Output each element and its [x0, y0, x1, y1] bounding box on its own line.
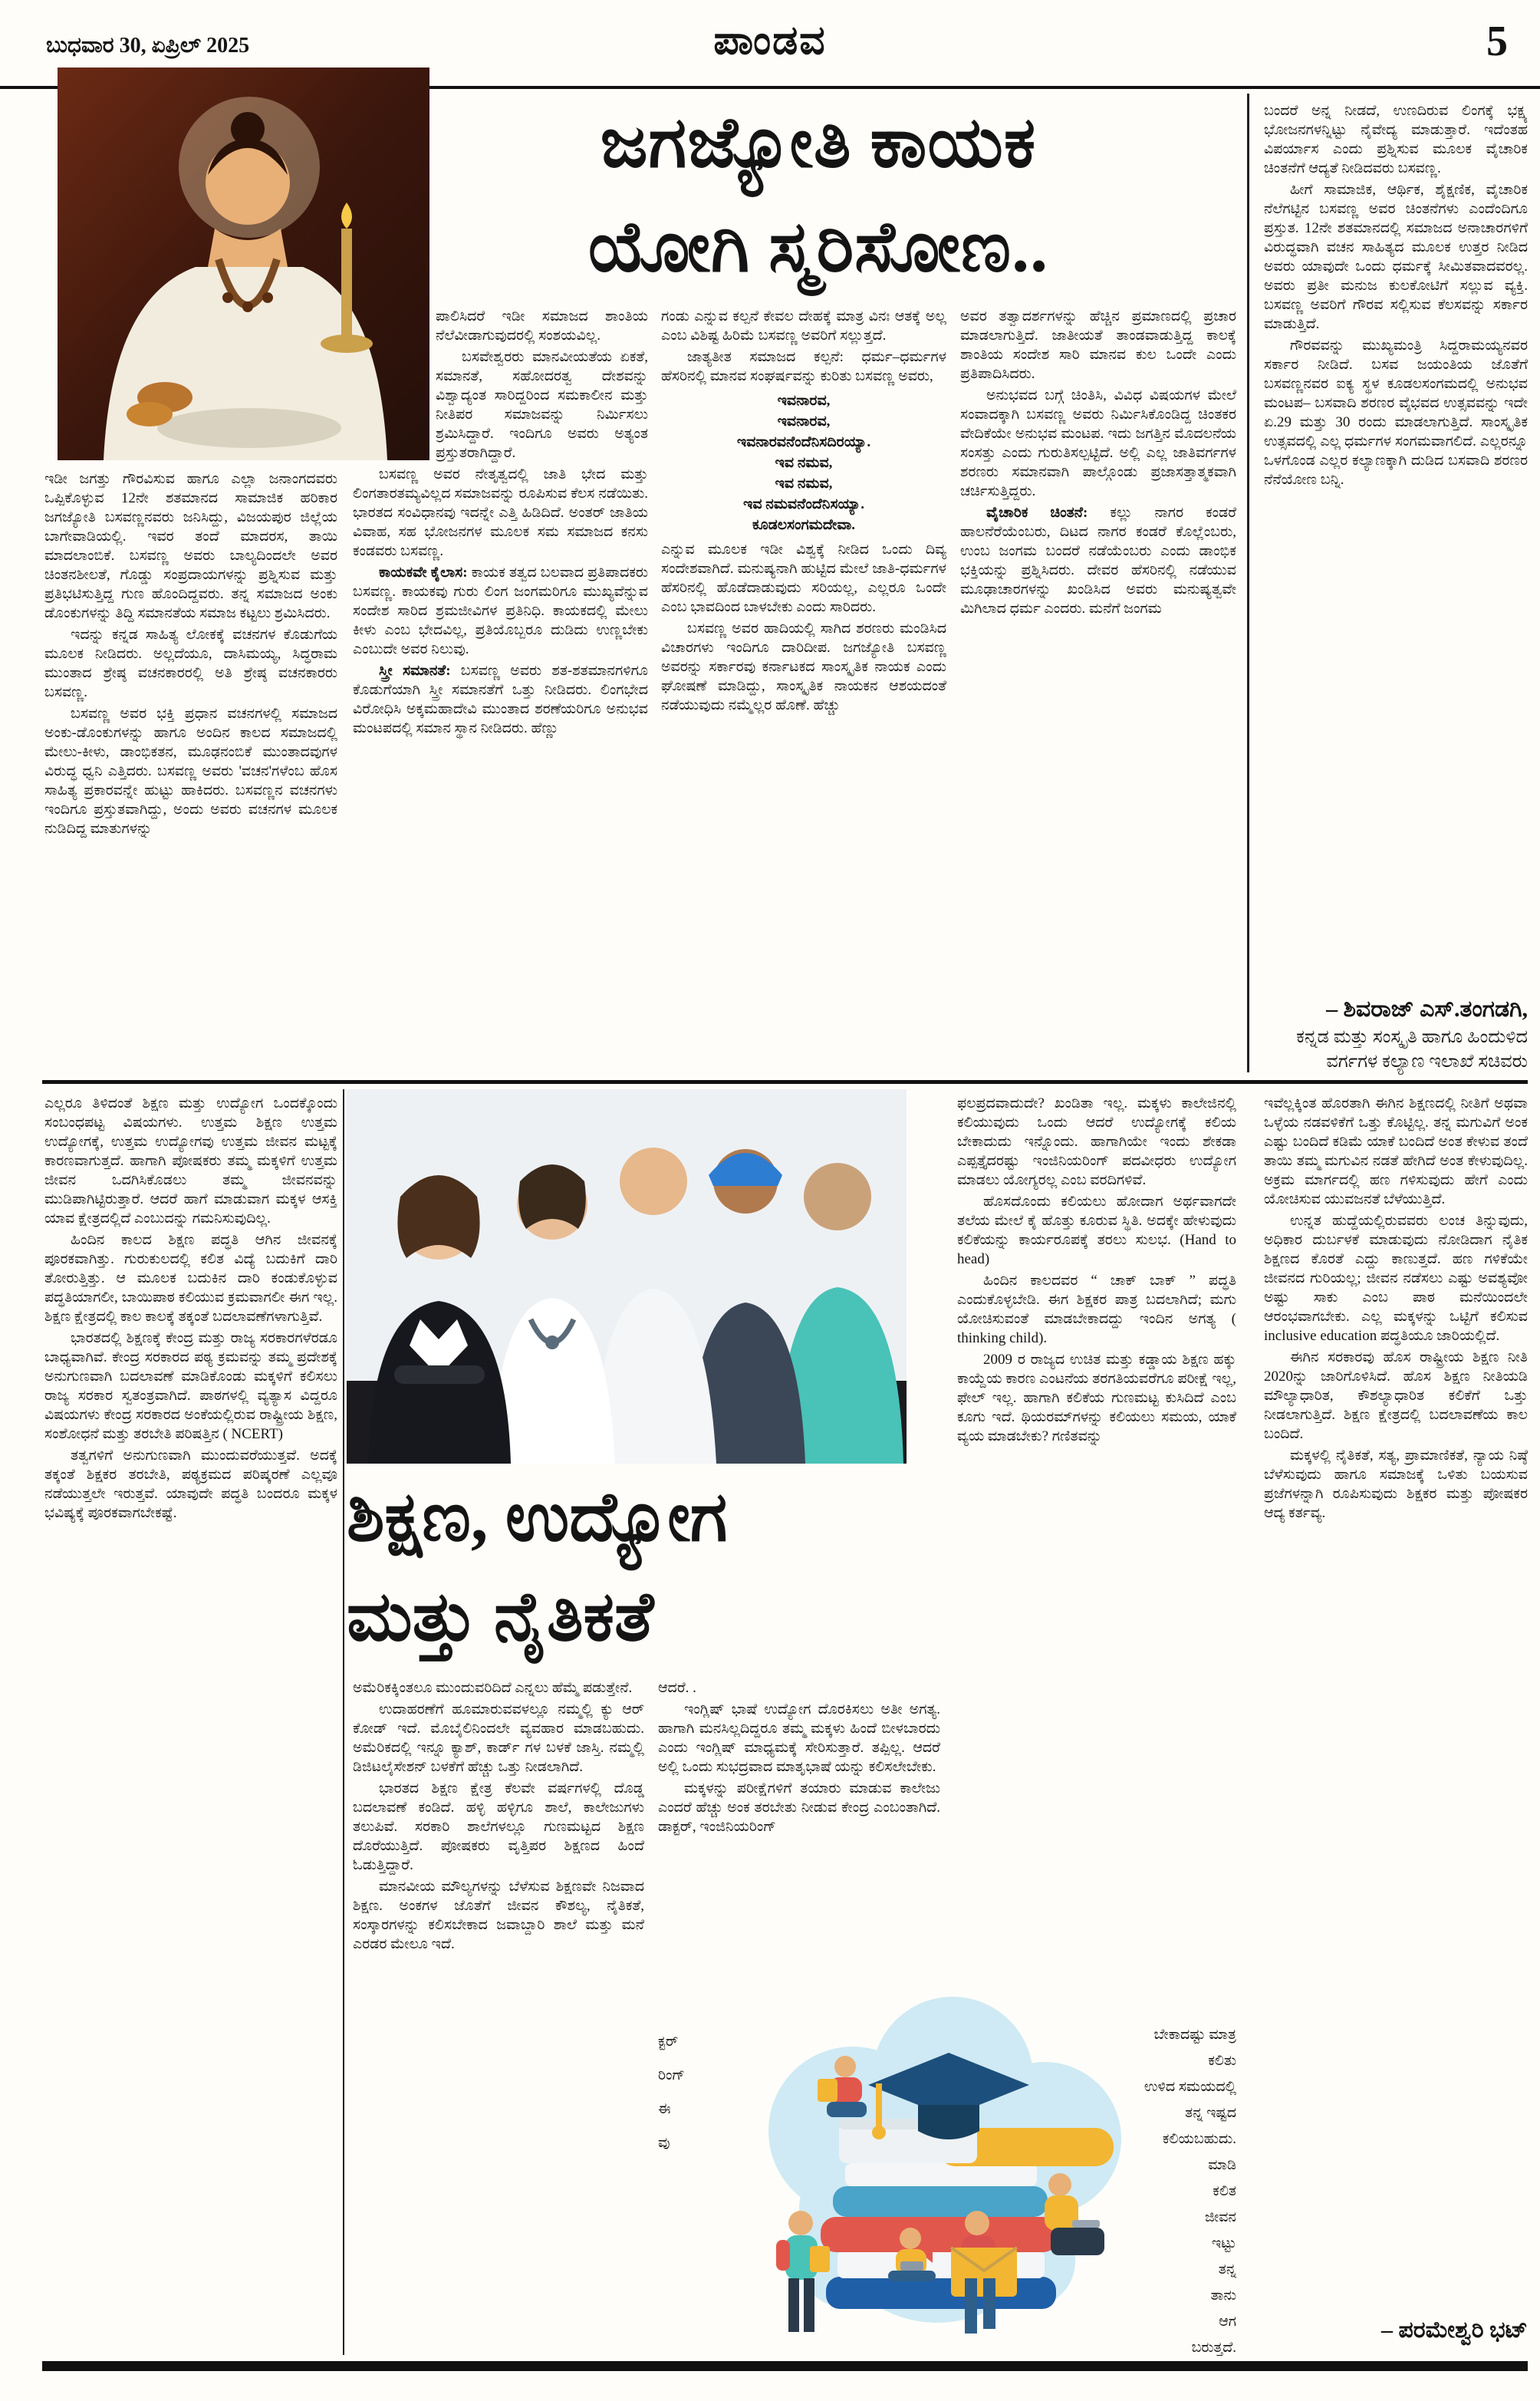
- wrap-line: ಜೀವನ: [1204, 2209, 1236, 2225]
- wrap-line: ತನ್ನ: [1218, 2261, 1236, 2277]
- verse-line: ಕೂಡಲಸಂಗಮದೇವಾ.: [752, 517, 856, 533]
- wrap-line: ಕ್ಟರ್: [658, 2034, 679, 2050]
- wrap-line: ಈ: [658, 2101, 671, 2117]
- article1-column1: [44, 469, 337, 1072]
- article2-column4-wrap-fragments: [1126, 2022, 1236, 2356]
- column-divider: [1247, 94, 1249, 1072]
- paragraph: ಮಕ್ಕಳಲ್ಲಿ ನೈತಿಕತೆ, ಸತ್ಯ, ಪ್ರಾಮಾಣಿಕತೆ, ನ್ಯಾಯ ನಿಷ್ಠೆ ಬೆಳೆಸುವುದು ಹಾಗೂ ಸಮಾಜಕ್ಕೆ ಒಳಿತು ಬಯಸುವ ಪ್ರಜೆಗಳನ್ನಾಗಿ ರೂಪಿಸುವುದು ಶಿಕ್ಷಕರ ಮತ್ತು ಪೋಷಕರ ಆದ್ಯ ಕರ್ತವ್ಯ.: [1264, 1448, 1528, 1521]
- wrap-line: ವು: [658, 2135, 670, 2151]
- education-illustration: [753, 1993, 1125, 2352]
- verse-line: ಇವ ನಮವ,: [775, 476, 833, 492]
- wrap-line: ಕಲಿತ: [1213, 2183, 1236, 2199]
- paragraph: ಬಸವೇಶ್ವರರು ಮಾನವೀಯತೆಯ ಏಕತೆ, ಸಮಾನತೆ, ಸಹೋದರತ್ವ ದೇಶವನ್ನು ವಿಶ್ವಾದ್ಯಂತ ಸಾರಿದ್ದರಿಂದ ಸಮಕಾಲೀನ ಮತ್ತು ನೀತಿಪರ ಸಮಾಜವನ್ನು ನಿರ್ಮಿಸಲು ಶ್ರಮಿಸಿದ್ದಾರೆ. ಇಂದಿಗೂ ಅವರು ಅತ್ಯಂತ ಪ್ರಸ್ತುತರಾಗಿದ್ದಾರೆ.: [436, 349, 648, 461]
- paragraph: ಆದರೆ. .: [658, 1680, 696, 1696]
- article2-byline: [1246, 2315, 1528, 2346]
- runin-heading: ಕಾಯಕವೇ ಕೈಲಾಸ:: [379, 565, 468, 581]
- paragraph-text: ಕಾಯಕ ತತ್ವದ ಬಲವಾದ ಪ್ರತಿಪಾದಕರು ಬಸವಣ್ಣ. ಕಾಯಕವು ಗುರು ಲಿಂಗ ಜಂಗಮರಿಗೂ ಮುಖ್ಯವೆನ್ನುವ ಸಂದೇಶ ಸಾರಿದ ಶ್ರಮಜೀವಿಗಳ ಪ್ರತಿನಿಧಿ. ಕಾಯಕದಲ್ಲಿ ಮೇಲು ಕೀಳು ಎಂಬ ಭೇದವಿಲ್ಲ, ಪ್ರತಿಯೊಬ್ಬರೂ ದುಡಿದು ಉಣ್ಣಬೇಕು ಎಂಬುದೇ ಅವರ ನಿಲುವು.: [353, 565, 649, 657]
- column-divider: [343, 1089, 344, 2355]
- article1-byline: [1246, 994, 1528, 1074]
- article1-column4: [960, 307, 1236, 1072]
- paragraph: ಭಾರತದಲ್ಲಿ ಶಿಕ್ಷಣಕ್ಕೆ ಕೇಂದ್ರ ಮತ್ತು ರಾಜ್ಯ ಸರಕಾರಗಳೆರಡೂ ಬಾಧ್ಯವಾಗಿವೆ. ಕೇಂದ್ರ ಸರಕಾರದ ಪಠ್ಯ ಕ್ರಮವನ್ನು ತಮ್ಮ ಪ್ರದೇಶಕ್ಕೆ ಅನುಗುಣವಾಗಿ ಬದಲಾವಣೆ ಮಾಡಿಕೊಂಡು ಮಕ್ಕಳಿಗೆ ಕಲಿಸಲು ರಾಜ್ಯ ಸರಕಾರ ಸ್ವತಂತ್ರವಾಗಿದೆ. ಪಾಠಗಳಲ್ಲಿ ವ್ಯತ್ಯಾಸ ವಿದ್ದರೂ ವಿಷಯಗಳು ಕೇಂದ್ರ ಸರಕಾರದ ಅಂಕೆಯಲ್ಲಿರುವ ರಾಷ್ಟ್ರೀಯ ಶಿಕ್ಷಣ, ಸಂಶೋಧನೆ ಮತ್ತು ತರಬೇತಿ ಪರಿಷತ್ತಿನ ( NCERT): [44, 1330, 337, 1442]
- paragraph: ಬಸವಣ್ಣ ಅವರ ಹಾದಿಯಲ್ಲಿ ಸಾಗಿದ ಶರಣರು ಮಂಡಿಸಿದ ವಿಚಾರಗಳು ಇಂದಿಗೂ ದಾರಿದೀಪ. ಜಗಜ್ಯೋತಿ ಬಸವಣ್ಣ ಅವರನ್ನು ಸರ್ಕಾರವು ಕರ್ನಾಟಕದ ಸಾಂಸ್ಕೃತಿಕ ನಾಯಕ ಎಂದು ಘೋಷಣೆ ಮಾಡಿದ್ದು, ಸಾಂಸ್ಕೃತಿಕ ನಾಯಕನ ಆಶಯದಂತೆ ನಡೆಯುವುದು ನಮ್ಮೆಲ್ಲರ ಹೊಣೆ. ಹೆಚ್ಚು: [661, 621, 946, 713]
- article2-column1: [44, 1094, 337, 2357]
- paragraph: ಹೊಸದೊಂದು ಕಲಿಯಲು ಹೋದಾಗ ಅರ್ಥವಾಗದೇ ತಲೆಯ ಮೇಲೆ ಕೈ ಹೊತ್ತು ಕೂರುವ ಸ್ಥಿತಿ. ಅದಕ್ಕೇ ಹೇಳುವುದು ಕಲಿಕೆಯನ್ನು ಕಾರ್ಯರೂಪಕ್ಕೆ ತರಲು ಸುಲಭ. (Hand to head): [957, 1194, 1236, 1267]
- runin-heading: ವೈಚಾರಿಕ ಚಿಂತನೆ:: [986, 505, 1088, 521]
- paragraph: ಈಗಿನ ಸರಕಾರವು ಹೊಸ ರಾಷ್ಟ್ರೀಯ ಶಿಕ್ಷಣ ನೀತಿ 2020ನ್ನು ಜಾರಿಗೊಳಿಸಿದೆ. ಹೊಸ ಶಿಕ್ಷಣ ನೀತಿಯಡಿ ಮೌಲ್ಯಾಧಾರಿತ, ಕೌಶಲ್ಯಾಧಾರಿತ ಕಲಿಕೆಗೆ ಒತ್ತು ನೀಡಲಾಗುತ್ತಿದೆ. ಶಿಕ್ಷಣ ಕ್ಷೇತ್ರದಲ್ಲಿ ಬದಲಾವಣೆಯ ಕಾಲ ಬಂದಿದೆ.: [1264, 1349, 1528, 1442]
- article1-headline: [439, 91, 1198, 302]
- article2-headline-line2: ಮತ್ತು ನೈತಿಕತೆ: [347, 1579, 654, 1655]
- page-number: 5: [1486, 18, 1508, 65]
- professionals-photo: [347, 1089, 907, 1464]
- section-divider: [42, 1080, 1528, 1084]
- byline-author: – ಪರಮೇಶ್ವರಿ ಭಟ್: [1381, 2317, 1528, 2343]
- paragraph: ಗೌರವವನ್ನು ಮುಖ್ಯಮಂತ್ರಿ ಸಿದ್ದರಾಮಯ್ಯನವರ ಸರ್ಕಾರ ನೀಡಿದೆ. ಬಸವ ಜಯಂತಿಯ ಜೊತೆಗೆ ಬಸವಣ್ಣನವರ ಐಕ್ಯ ಸ್ಥಳ ಕೂಡಲಸಂಗಮದಲ್ಲಿ ಅನುಭವ ಮಂಟಪ– ಬಸವಾದಿ ಶರಣರ ವೈಭವದ ಉತ್ಸವವನ್ನು ಇದೇ ಏ.29 ಮತ್ತು 30 ರಂದು ಮಾಡಲಾಗುತ್ತಿದೆ. ಸಾಂಸ್ಕೃತಿಕ ಉತ್ಸವದಲ್ಲಿ ಎಲ್ಲ ಧರ್ಮಗಳ ಸಂಗಮವಾಗಲಿದೆ. ಎಲ್ಲರನ್ನೂ ಒಳಗೊಂಡ ಎಲ್ಲರ ಕಲ್ಯಾಣಕ್ಕಾಗಿ ದುಡಿದ ಬಸವಾದಿ ಶರಣರ ನೆನೆಯೋಣ ಬನ್ನಿ.: [1264, 338, 1528, 488]
- paragraph: ಎನ್ನುವ ಮೂಲಕ ಇಡೀ ವಿಶ್ವಕ್ಕೆ ನೀಡಿದ ಒಂದು ದಿವ್ಯ ಸಂದೇಶವಾಗಿದೆ. ಮನುಷ್ಯನಾಗಿ ಹುಟ್ಟಿದ ಮೇಲೆ ಜಾತಿ-ಧರ್ಮಗಳ ಹೆಸರಿನಲ್ಲಿ ಹೊಡೆದಾಡುವುದು ಸರಿಯಲ್ಲ, ಎಲ್ಲರೂ ಒಂದೇ ಎಂಬ ಭಾವದಿಂದ ಬಾಳಬೇಕು ಎಂದು ಸಾರಿದರು.: [661, 542, 946, 615]
- byline-author: – ಶಿವರಾಜ್ ಎಸ್.ತಂಗಡಗಿ,: [1326, 996, 1528, 1022]
- paragraph: [353, 563, 648, 659]
- paragraph: ಬಸವಣ್ಣ ಅವರ ನೇತೃತ್ವದಲ್ಲಿ ಜಾತಿ ಭೇದ ಮತ್ತು ಲಿಂಗತಾರತಮ್ಯವಿಲ್ಲದ ಸಮಾಜವನ್ನು ರೂಪಿಸುವ ಕೆಲಸ ನಡೆಯಿತು. ಭಾರತದ ಸಂವಿಧಾನವು ಇದನ್ನೇ ಎತ್ತಿ ಹಿಡಿದಿದೆ. ಅಂತರ್ ಜಾತಿಯ ವಿವಾಹ, ಸಹ ಭೋಜನಗಳ ಮೂಲಕ ಸಮ ಸಮಾಜದ ಕನಸು ಕಂಡವರು ಬಸವಣ್ಣ.: [353, 466, 648, 559]
- wrap-line: ತನ್ನ ಇಷ್ಟದ: [1185, 2105, 1236, 2121]
- verse-line: ಇವನಾರವನೆಂದೆನಿಸದಿರಯ್ಯಾ.: [736, 434, 871, 450]
- article1-headline-line1: ಜಗಜ್ಯೋತಿ ಕಾಯಕ: [600, 104, 1037, 182]
- article2-headline-line1: ಶಿಕ್ಷಣ, ಉದ್ಯೋಗ: [347, 1480, 728, 1556]
- article1-column2: [353, 307, 648, 1072]
- paragraph: ತತ್ವಗಳಿಗೆ ಅನುಗುಣವಾಗಿ ಮುಂದುವರೆಯುತ್ತವೆ. ಅದಕ್ಕೆ ತಕ್ಕಂತೆ ಶಿಕ್ಷಕರ ತರಬೇತಿ, ಪಠ್ಯಕ್ರಮದ ಪರಿಷ್ಕರಣೆ ಎಲ್ಲವೂ ನಡೆಯುತ್ತಲೇ ಇರುತ್ತವೆ. ಯಾವುದೇ ಪದ್ಧತಿ ಬಂದರೂ ಮಕ್ಕಳ ಭವಿಷ್ಯಕ್ಕೆ ಪೂರಕವಾಗಬೇಕಷ್ಟೆ.: [44, 1448, 337, 1521]
- paragraph: ಜಾತ್ಯತೀತ ಸಮಾಜದ ಕಲ್ಪನೆ: ಧರ್ಮ–ಧರ್ಮಗಳ ಹೆಸರಿನಲ್ಲಿ ಮಾನವ ಸಂಘರ್ಷವನ್ನು ಕುರಿತು ಬಸವಣ್ಣ ಅವರು,: [661, 349, 946, 384]
- article2-column3-wrap-fragments: [658, 2025, 750, 2347]
- wrap-line: ಉಳಿದ ಸಮಯದಲ್ಲಿ: [1143, 2079, 1236, 2095]
- wrap-line: ಬೇಕಾದಷ್ಟು ಮಾತ್ರ ಕಲಿತು: [1153, 2027, 1236, 2069]
- edition-date: ಬುಧವಾರ 30, ಏಪ್ರಿಲ್ 2025: [46, 34, 250, 58]
- paragraph: ಇಂಗ್ಲಿಷ್ ಭಾಷೆ ಉದ್ಯೋಗ ದೊರಕಿಸಲು ಅತೀ ಅಗತ್ಯ. ಹಾಗಾಗಿ ಮನಸಿಲ್ಲದಿದ್ದರೂ ತಮ್ಮ ಮಕ್ಕಳು ಹಿಂದೆ ಬೀಳಬಾರದು ಎಂದು ಇಂಗ್ಲಿಷ್ ಮಾಧ್ಯಮಕ್ಕೆ ಸೇರಿಸುತ್ತಾರೆ. ತಪ್ಪಿಲ್ಲ. ಆದರೆ ಅಲ್ಲಿ ಒಂದು ಸುಭದ್ರವಾದ ಮಾತೃಭಾಷೆ ಯನ್ನು ಕಲಿಸಲೇಬೇಕು.: [658, 1701, 940, 1775]
- wrap-line: ಮಾಡಿ: [1208, 2157, 1236, 2173]
- article2-column4: [957, 1094, 1236, 2011]
- paragraph: ಎಲ್ಲರೂ ತಿಳಿದಂತೆ ಶಿಕ್ಷಣ ಮತ್ತು ಉದ್ಯೋಗ ಒಂದಕ್ಕೊಂದು ಸಂಬಂಧಪಟ್ಟ ವಿಷಯಗಳು. ಉತ್ತಮ ಶಿಕ್ಷಣ ಉತ್ತಮ ಉದ್ಯೋಗಕ್ಕೆ, ಉತ್ತಮ ಉದ್ಯೋಗವು ಉತ್ತಮ ಜೀವನ ಮಟ್ಟಕ್ಕೆ ಕಾರಣವಾಗುತ್ತದೆ. ಹಾಗಾಗಿ ಪೋಷಕರು ತಮ್ಮ ಮಕ್ಕಳಿಗೆ ಉತ್ತಮ ಜೀವನ ಒದಗಿಸಿಕೊಡಲು ತಮ್ಮ ಜೀವನವನ್ನು ಮುಡಿಪಾಗಿಟ್ಟಿರುತ್ತಾರೆ. ಆದರೆ ಹಾಗೆ ಮಾಡುವಾಗ ಮಕ್ಕಳ ಆಸಕ್ತಿ ಯಾವ ಕ್ಷೇತ್ರದಲ್ಲಿದೆ ಎಂಬುದನ್ನು ಗಮನಿಸುವುದಿಲ್ಲ.: [44, 1095, 337, 1227]
- wrap-line: ಆಗ: [1219, 2314, 1236, 2330]
- article1-headline-line2: ಯೋಗಿ ಸ್ಮರಿಸೋಣ..: [587, 208, 1049, 286]
- paragraph: 2009 ರ ರಾಜ್ಯದ ಉಚಿತ ಮತ್ತು ಕಡ್ಡಾಯ ಶಿಕ್ಷಣ ಹಕ್ಕು ಕಾಯ್ದೆಯ ಕಾರಣ ಎಂಟನೆಯ ತರಗತಿಯವರೆಗೂ ಪರೀಕ್ಷೆ ಇಲ್ಲ, ಫೇಲ್ ಇಲ್ಲ. ಹಾಗಾಗಿ ಕಲಿಕೆಯ ಗುಣಮಟ್ಟ ಕುಸಿದಿದೆ ಎಂಬ ಕೂಗು ಇದೆ. ಥಿಯರಮ್‌ಗಳನ್ನು ಕಲಿಯಲು ಸಮಯ, ಯಾಕೆ ವ್ಯಯ ಮಾಡಬೇಕು? ಗಣಿತವನ್ನು: [957, 1352, 1236, 1444]
- paragraph: ಭಾರತದ ಶಿಕ್ಷಣ ಕ್ಷೇತ್ರ ಕೆಲವೇ ವರ್ಷಗಳಲ್ಲಿ ದೊಡ್ಡ ಬದಲಾವಣೆ ಕಂಡಿದೆ. ಹಳ್ಳಿ ಹಳ್ಳಿಗೂ ಶಾಲೆ, ಕಾಲೇಜುಗಳು ತಲುಪಿವೆ. ಸರಕಾರಿ ಶಾಲೆಗಳಲ್ಲೂ ಗುಣಮಟ್ಟದ ಶಿಕ್ಷಣ ದೊರೆಯುತ್ತಿದೆ. ಪೋಷಕರು ವೃತ್ತಿಪರ ಶಿಕ್ಷಣದ ಹಿಂದೆ ಓಡುತ್ತಿದ್ದಾರೆ.: [353, 1780, 644, 1873]
- paragraph: ಮಾನವೀಯ ಮೌಲ್ಯಗಳನ್ನು ಬೆಳೆಸುವ ಶಿಕ್ಷಣವೇ ನಿಜವಾದ ಶಿಕ್ಷಣ. ಅಂಕಗಳ ಜೊತೆಗೆ ಜೀವನ ಕೌಶಲ್ಯ, ನೈತಿಕತೆ, ಸಂಸ್ಕಾರಗಳನ್ನು ಕಲಿಸಬೇಕಾದ ಜವಾಬ್ದಾರಿ ಶಾಲೆ ಮತ್ತು ಮನೆ ಎರಡರ ಮೇಲೂ ಇದೆ.: [353, 1879, 644, 1952]
- wrap-line: ರಿಂಗ್: [658, 2067, 685, 2083]
- article2-column3: [658, 1678, 940, 2010]
- article2-column2: [353, 1678, 644, 2355]
- verse-line: ಇವ ನಮವ,: [775, 455, 833, 471]
- paragraph: ಬಸವಣ್ಣ ಅವರ ಭಕ್ತಿ ಪ್ರಧಾನ ವಚನಗಳಲ್ಲಿ ಸಮಾಜದ ಅಂಕು-ಡೊಂಕುಗಳನ್ನು ಹಾಗೂ ಅಂದಿನ ಕಾಲದ ಸಮಾಜದಲ್ಲಿ ಮೇಲು-ಕೀಳು, ಡಾಂಭಿಕತನ, ಮೂಢನಂಬಿಕೆ ಮುಂತಾದವುಗಳ ವಿರುದ್ಧ ಧ್ವನಿ ಎತ್ತಿದರು. ಬಸವಣ್ಣ ಅವರು 'ವಚನ'ಗಳೆಂಬ ಹೊಸ ಸಾಹಿತ್ಯ ಪ್ರಕಾರವನ್ನೇ ಹುಟ್ಟು ಹಾಕಿದರು. ಬಸವಣ್ಣನ ವಚನಗಳು ಇಂದಿಗೂ ಪ್ರಸ್ತುತವಾಗಿದ್ದು, ಅಂದು ಅವರು ವಚನಗಳ ಮೂಲಕ ನುಡಿದಿದ್ದ ಮಾತುಗಳನ್ನು: [44, 706, 337, 837]
- paragraph: ಮಕ್ಕಳನ್ನು ಪರೀಕ್ಷೆಗಳಿಗೆ ತಯಾರು ಮಾಡುವ ಕಾಲೇಜು ಎಂದರೆ ಹೆಚ್ಚು ಅಂಕ ತರಬೇತು ನೀಡುವ ಕೇಂದ್ರ ಎಂಬಂತಾಗಿದೆ. ಡಾಕ್ಟರ್, ಇಂಜಿನಿಯರಿಂಗ್: [658, 1780, 940, 1835]
- byline-role: ಕನ್ನಡ ಮತ್ತು ಸಂಸ್ಕೃತಿ ಹಾಗೂ ಹಿಂದುಳಿದ: [1296, 1027, 1528, 1047]
- byline-role: ವರ್ಗಗಳ ಕಲ್ಯಾಣ ಇಲಾಖೆ ಸಚಿವರು: [1326, 1052, 1528, 1072]
- paragraph: ಅಮೆರಿಕಕ್ಕಿಂತಲೂ ಮುಂದುವರಿದಿದೆ ಎನ್ನಲು ಹೆಮ್ಮೆ ಪಡುತ್ತೇನೆ.: [353, 1680, 633, 1696]
- vachana-verse: [661, 390, 946, 535]
- paragraph: ಇವೆಲ್ಲಕ್ಕಿಂತ ಹೊರತಾಗಿ ಈಗಿನ ಶಿಕ್ಷಣದಲ್ಲಿ ನೀತಿಗೆ ಅಥವಾ ಒಳ್ಳೆಯ ನಡವಳಿಕೆಗೆ ಒತ್ತು ಕೊಟ್ಟಿಲ್ಲ. ತನ್ನ ಮಗುವಿಗೆ ಅಂಕ ಎಷ್ಟು ಬಂದಿದೆ ಕಡಿಮೆ ಯಾಕೆ ಬಂದಿದೆ ಅಂತ ಕೇಳುವ ತಂದೆ ತಾಯಿ ತಮ್ಮ ಮಗುವಿನ ನಡತೆ ಹೇಗಿದೆ ಅಂತ ಕೇಳುವುದಿಲ್ಲ. ಅಕ್ರಮ ಮಾರ್ಗದಲ್ಲಿ ಹಣ ಗಳಿಸುವುದು ಹೇಗೆ ಎಂದು ಯೋಚಿಸುವ ಯುವಜನತೆ ಬೆಳೆಯುತ್ತಿದೆ.: [1264, 1095, 1528, 1207]
- masthead-title: ಪಾಂಡವ: [713, 19, 827, 63]
- wrap-line: ಕಲಿಯಬಹುದು.: [1162, 2131, 1236, 2147]
- bottom-rule: [42, 2361, 1528, 2371]
- verse-line: ಇವ ನಮವನೆಂದೆನಿಸಯ್ಯಾ.: [743, 496, 864, 512]
- paragraph: ಫಲಪ್ರದವಾದುದೇ? ಖಂಡಿತಾ ಇಲ್ಲ. ಮಕ್ಕಳು ಕಾಲೇಜಿನಲ್ಲಿ ಕಲಿಯುವುದು ಒಂದು ಆದರೆ ಉದ್ಯೋಗಕ್ಕೆ ಕಲಿಯ ಬೇಕಾದುದು ಇನ್ನೊಂದು. ಹಾಗಾಗಿಯೇ ಇಂದು ಶೇಕಡಾ ಎಪ್ಪತ್ತೈದರಷ್ಟು ಇಂಜಿನಿಯರಿಂಗ್ ಪದವೀಧರು ಉದ್ಯೋಗ ಮಾಡಲು ಯೋಗ್ಯರಲ್ಲ ಎಂಬ ವರದಿಗಳಿವೆ.: [957, 1095, 1236, 1188]
- image-runaround-spacer: [353, 307, 436, 464]
- paragraph: ಇದನ್ನು ಕನ್ನಡ ಸಾಹಿತ್ಯ ಲೋಕಕ್ಕೆ ವಚನಗಳ ಕೊಡುಗೆಯ ಮೂಲಕ ನೀಡಿದರು. ಅಲ್ಲದೆಯೂ, ದಾಸಿಮಯ್ಯ, ಸಿದ್ಧರಾಮ ಮುಂತಾದ ಶ್ರೇಷ್ಠ ವಚನಕಾರರಲ್ಲಿ ಅತಿ ಶ್ರೇಷ್ಠ ವಚನಕಾರರು ಬಸವಣ್ಣ.: [44, 627, 337, 700]
- paragraph: [353, 661, 648, 738]
- paragraph: ಗಂಡು ಎನ್ನುವ ಕಲ್ಪನೆ ಕೇವಲ ದೇಹಕ್ಕೆ ಮಾತ್ರ ವಿನಃ ಆತಕ್ಕೆ ಅಲ್ಲ ಎಂಬ ವಿಶಿಷ್ಟ ಹಿರಿಮೆ ಬಸವಣ್ಣ ಅವರಿಗೆ ಸಲ್ಲುತ್ತದೆ.: [661, 308, 946, 344]
- wrap-line: ತಾನು: [1210, 2287, 1236, 2304]
- paragraph: ಬಂದರೆ ಅನ್ನ ನೀಡದೆ, ಉಣದಿರುವ ಲಿಂಗಕ್ಕೆ ಭಕ್ಷ್ಯ ಭೋಜನಗಳನ್ನಿಟ್ಟು ನೈವೇದ್ಯ ಮಾಡುತ್ತಾರೆ. ಇದೆಂತಹ ವಿಪರ್ಯಾಸ ಎಂದು ಪ್ರಶ್ನಿಸುವ ಮೂಲಕ ವೈಚಾರಿಕ ಚಿಂತನೆಗೆ ಆದ್ಯತೆ ನೀಡಿದವರು ಬಸವಣ್ಣ.: [1264, 103, 1528, 176]
- wrap-line: ಬರುತ್ತದೆ.: [1191, 2340, 1236, 2356]
- paragraph: ಇಡೀ ಜಗತ್ತು ಗೌರವಿಸುವ ಹಾಗೂ ಎಲ್ಲಾ ಜನಾಂಗದವರು ಒಪ್ಪಿಕೊಳ್ಳುವ 12ನೇ ಶತಮಾನದ ಸಾಮಾಜಿಕ ಹರಿಕಾರ ಜಗಜ್ಯೋತಿ ಬಸವಣ್ಣನವರು ಜನಿಸಿದ್ದು, ವಿಜಯಪುರ ಜಿಲ್ಲೆಯ ಬಾಗೇವಾಡಿಯಲ್ಲಿ. ಇವರ ತಂದೆ ಮಾದರಸ, ತಾಯಿ ಮಾದಲಾಂಬಿಕೆ. ಬಸವಣ್ಣ ಅವರು ಬಾಲ್ಯದಿಂದಲೇ ಅವರ ಚಿಂತನಶೀಲತೆ, ಗೊಡ್ಡು ಸಂಪ್ರದಾಯಗಳನ್ನು ಪ್ರಶ್ನಿಸುವ ಮತ್ತು ಪ್ರತಿಭಟಿಸುತ್ತಿದ್ದ ಗುಣ ಹೊಂದಿದ್ದವರು. ತನ್ನ ಸಮಾಜದ ಅಂಕು ಡೊಂಕುಗಳನ್ನು ತಿದ್ದಿ ಸಮಾನತೆಯ ಸಮಾಜ ಕಟ್ಟಲು ಶ್ರಮಿಸಿದರು.: [44, 471, 337, 621]
- wrap-line: ಇಟ್ಟು: [1211, 2235, 1236, 2251]
- verse-line: ಇವನಾರವ,: [777, 393, 831, 409]
- paragraph-text: ಕಲ್ಲು ನಾಗರ ಕಂಡರೆ ಹಾಲನೆರೆಯೆಂಬರು, ದಿಟದ ನಾಗರ ಕಂಡರೆ ಕೊಲ್ಲೆಂಬರು, ಉಂಬ ಜಂಗಮ ಬಂದರೆ ನಡೆಯೆಂಬರು ಎಂದು ಡಾಂಭಿಕ ಭಕ್ತಿಯನ್ನು ಪ್ರಶ್ನಿಸಿದರು. ದೇವರ ಹೆಸರಿನಲ್ಲಿ ನಡೆಯುವ ಮೂಢಾಚಾರಗಳನ್ನು ಖಂಡಿಸಿದ ಅವರು ಮನುಷ್ಯತ್ವವೇ ಮಿಗಿಲಾದ ಧರ್ಮ ಎಂದರು. ಮನೆಗೆ ಜಂಗಮ: [960, 505, 1236, 617]
- article1-column3: [661, 307, 946, 1072]
- paragraph: ಅನುಭವದ ಬಗ್ಗೆ ಚಿಂತಿಸಿ, ವಿವಿಧ ವಿಷಯಗಳ ಮೇಲೆ ಸಂವಾದಕ್ಕಾಗಿ ಬಸವಣ್ಣ ಅವರು ನಿರ್ಮಿಸಿಕೊಂಡಿದ್ದ ಚಿಂತಕರ ವೇದಿಕೆಯೇ ಅನುಭವ ಮಂಟಪ. ಇದು ಜಗತ್ತಿನ ಮೊದಲನೆಯ ಸಂಸತ್ತು ಎಂದು ಗುರುತಿಸಲ್ಪಟ್ಟಿದೆ. ಅಲ್ಲಿ ಎಲ್ಲ ಜಾತಿವರ್ಗಗಳ ಶರಣರು ಸಮಾನವಾಗಿ ಪಾಲ್ಗೊಂಡು ಪ್ರಜಾಸತ್ತಾತ್ಮಕವಾಗಿ ಚರ್ಚಿಸುತ್ತಿದ್ದರು.: [960, 387, 1236, 499]
- paragraph: ಉನ್ನತ ಹುದ್ದೆಯಲ್ಲಿರುವವರು ಲಂಚ ತಿನ್ನುವುದು, ಅಧಿಕಾರ ದುರ್ಬಳಕೆ ಮಾಡುವುದು ನೋಡಿದಾಗ ನೈತಿಕ ಶಿಕ್ಷಣದ ಕೊರತೆ ಎದ್ದು ಕಾಣುತ್ತದೆ. ಹಣ ಗಳಿಕೆಯೇ ಜೀವನದ ಗುರಿಯಲ್ಲ; ಜೀವನ ನಡೆಸಲು ಎಷ್ಟು ಅವಶ್ಯವೋ ಅಷ್ಟು ಸಾಕು ಎಂಬ ಪಾಠ ಮನೆಯಿಂದಲೇ ಆರಂಭವಾಗಬೇಕು. ಎಲ್ಲ ಮಕ್ಕಳನ್ನು ಒಟ್ಟಿಗೆ ಕಲಿಸುವ inclusive education ಪದ್ಧತಿಯೂ ಜಾರಿಯಲ್ಲಿದೆ.: [1264, 1213, 1528, 1344]
- paragraph: ಅವರ ತತ್ವಾದರ್ಶಗಳನ್ನು ಹೆಚ್ಚಿನ ಪ್ರಮಾಣದಲ್ಲಿ ಪ್ರಚಾರ ಮಾಡಲಾಗುತ್ತಿದೆ. ಜಾತೀಯತೆ ತಾಂಡವಾಡುತ್ತಿದ್ದ ಕಾಲಕ್ಕೆ ಶಾಂತಿಯ ಸಂದೇಶ ಸಾರಿ ಮಾನವ ಕುಲ ಒಂದೇ ಎಂದು ಪ್ರತಿಪಾದಿಸಿದರು.: [960, 308, 1236, 382]
- paragraph: ಹಿಂದಿನ ಕಾಲದ ಶಿಕ್ಷಣ ಪದ್ಧತಿ ಆಗಿನ ಜೀವನಕ್ಕೆ ಪೂರಕವಾಗಿತ್ತು. ಗುರುಕುಲದಲ್ಲಿ ಕಲಿತ ವಿದ್ಯೆ ಬದುಕಿಗೆ ದಾರಿ ತೋರುತ್ತಿತ್ತು. ಆ ಮೂಲಕ ಬದುಕಿನ ದಾರಿ ಕಂಡುಕೊಳ್ಳುವ ಪದ್ಧತಿಯಾಗಲೀ, ಬಾಯಿಪಾಠ ಕಲಿಯುವ ಕ್ರಮವಾಗಲೀ ಈಗ ಇಲ್ಲ. ಶಿಕ್ಷಣ ಕ್ಷೇತ್ರದಲ್ಲಿ ಕಾಲ ಕಾಲಕ್ಕೆ ತಕ್ಕಂತೆ ಬದಲಾವಣೆಗಳಾಗುತ್ತಿವೆ.: [44, 1232, 337, 1325]
- paragraph: ಪಾಲಿಸಿದರೆ ಇಡೀ ಸಮಾಜದ ಶಾಂತಿಯ ನೆಲೆವೀಡಾಗುವುದರಲ್ಲಿ ಸಂಶಯವಿಲ್ಲ.: [436, 308, 648, 344]
- article1-column5: [1264, 101, 1528, 991]
- paragraph: ಉದಾಹರಣೆಗೆ ಹೂಮಾರುವವಳಲ್ಲೂ ನಮ್ಮಲ್ಲಿ ಕ್ಯು ಆರ್ ಕೋಡ್ ಇದೆ. ಮೊಬೈಲಿನಿಂದಲೇ ವ್ಯವಹಾರ ಮಾಡಬಹುದು. ಅಮೆರಿಕದಲ್ಲಿ ಇನ್ನೂ ಕ್ಯಾಶ್, ಕಾರ್ಡ್ ಗಳ ಬಳಕೆ ಜಾಸ್ತಿ. ನಮ್ಮಲ್ಲಿ ಡಿಜಿಟಲೈಸೇಶನ್ ಬಳಕೆಗೆ ಹೆಚ್ಚು ಒತ್ತು ನೀಡಲಾಗಿದೆ.: [353, 1701, 644, 1775]
- article2-headline: [347, 1468, 918, 1668]
- paragraph: ಹಿಂದಿನ ಕಾಲದವರ “ ಚಾಕ್ ಬಾಕ್ ” ಪದ್ಧತಿ ಎಂದುಕೊಳ್ಳಬೇಡಿ. ಈಗ ಶಿಕ್ಷಕರ ಪಾತ್ರ ಬದಲಾಗಿದೆ; ಮಗು ಯೋಚಿಸುವಂತೆ ಮಾಡಬೇಕಾದದ್ದು ಇಂದಿನ ಅಗತ್ಯ ( thinking child).: [957, 1273, 1236, 1346]
- article2-column5: [1264, 1094, 1528, 2303]
- verse-line: ಇವನಾರವ,: [777, 413, 831, 430]
- paragraph: ಹೀಗೆ ಸಾಮಾಜಿಕ, ಆರ್ಥಿಕ, ಶೈಕ್ಷಣಿಕ, ವೈಚಾರಿಕ ನೆಲೆಗಟ್ಟಿನ ಬಸವಣ್ಣ ಅವರ ಚಿಂತನೆಗಳು ಎಂದೆಂದಿಗೂ ಪ್ರಸ್ತುತ. 12ನೇ ಶತಮಾನದಲ್ಲಿ ಸಮಾಜದ ಅನಾಚಾರಗಳಿಗೆ ವಿರುದ್ಧವಾಗಿ ವಚನ ಸಾಹಿತ್ಯದ ಮೂಲಕ ಉತ್ತರ ನೀಡಿದ ಅವರು ಯಾವುದೇ ಒಂದು ಧರ್ಮಕ್ಕೆ ಸೀಮಿತವಾದವರಲ್ಲ. ಅವರು ಪ್ರತೀ ಮನುಜ ಕುಲಕೋಟಿಗೆ ಸಲ್ಲುವ ವ್ಯಕ್ತಿ. ಬಸವಣ್ಣ ಅವರಿಗೆ ಗೌರವ ಸಲ್ಲಿಸುವ ಕೆಲಸವನ್ನು ಸರ್ಕಾರ ಮಾಡುತ್ತಿದೆ.: [1264, 182, 1528, 332]
- runin-heading: ಸ್ತ್ರೀ ಸಮಾನತೆ:: [379, 663, 451, 679]
- paragraph: [960, 503, 1236, 618]
- paragraph-text: ಬಸವಣ್ಣ ಅವರು ಶತ-ಶತಮಾನಗಳಿಗೂ ಕೊಡುಗೆಯಾಗಿ ಸ್ತ್ರೀ ಸಮಾನತೆಗೆ ಒತ್ತು ನೀಡಿದರು. ಲಿಂಗಭೇದ ವಿರೋಧಿಸಿ ಅಕ್ಕಮಹಾದೇವಿ ಮುಂತಾದ ಶರಣೆಯರಿಗೂ ಅನುಭವ ಮಂಟಪದಲ್ಲಿ ಸಮಾನ ಸ್ಥಾನ ನೀಡಿದರು. ಹೆಣ್ಣು: [353, 663, 648, 736]
